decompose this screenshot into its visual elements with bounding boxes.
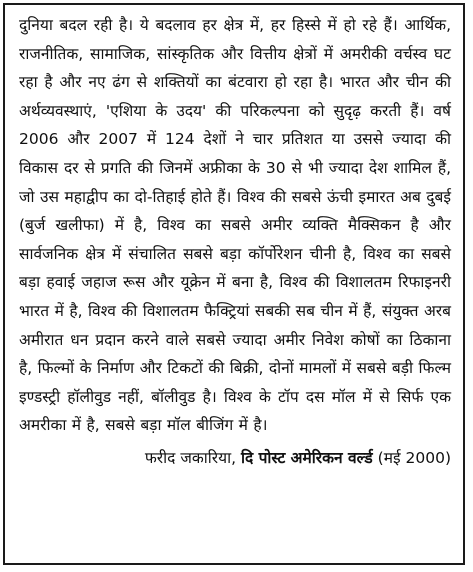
attribution-line <box>19 444 451 472</box>
quote-box <box>3 3 465 565</box>
attribution-book-title: दि पोस्ट अमेरिकन वर्ल्ड <box>240 448 373 467</box>
attribution-date: (मई 2000) <box>377 448 451 467</box>
attribution-author: फरीद जकारिया, <box>144 448 237 467</box>
passage-text: दुनिया बदल रही है। ये बदलाव हर क्षेत्र में, हर हिस्से में हो रहे हैं। आर्थिक, राजनीतिक, सामाजिक, सांस्कृतिक और वित्तीय क्षेत्रों में अमरीकी वर्चस्व घट रहा है और नए ढंग से शक्तियों का बंटवारा हो रहा है। भारत और चीन की अर्थव्यवस्थाएं, 'एशिया के उदय' की परिकल्पना को सुदृढ़ करती हैं। वर्ष 2006 और 2007 में 124 देशों ने चार प्रतिशत या उससे ज्यादा की विकास दर से प्रगति की जिनमें अफ्रीका के 30 से भी ज्यादा देश शामिल हैं, जो उस महाद्वीप का दो-तिहाई होते हैं। विश्व की सबसे ऊंची इमारत अब दुबई (बुर्ज खलीफा) में है, विश्व का सबसे अमीर व्यक्ति मैक्सिकन है और सार्वजनिक क्षेत्र में संचालित सबसे बड़ा कॉर्पोरेशन चीनी है, विश्व का सबसे बड़ा हवाई जहाज रूस और यूक्रेन में बना है, विश्व की विशालतम रिफाइनरी भारत में है, विश्व की विशालतम फैक्ट्रियां सबकी सब चीन में हैं, संयुक्त अरब अमीरात धन प्रदान करने वाले सबसे ज्यादा अमीर निवेश कोषों का ठिकाना है, फिल्मों के निर्माण और टिकटों की बिक्री, दोनों मामलों में सबसे बड़ी फिल्म इण्डस्ट्री हॉलीवुड नहीं, बॉलीवुड है। विश्व के टॉप दस मॉल में से सिर्फ एक अमरीका में है, सबसे बड़ा मॉल बीजिंग में है। <box>19 16 451 435</box>
